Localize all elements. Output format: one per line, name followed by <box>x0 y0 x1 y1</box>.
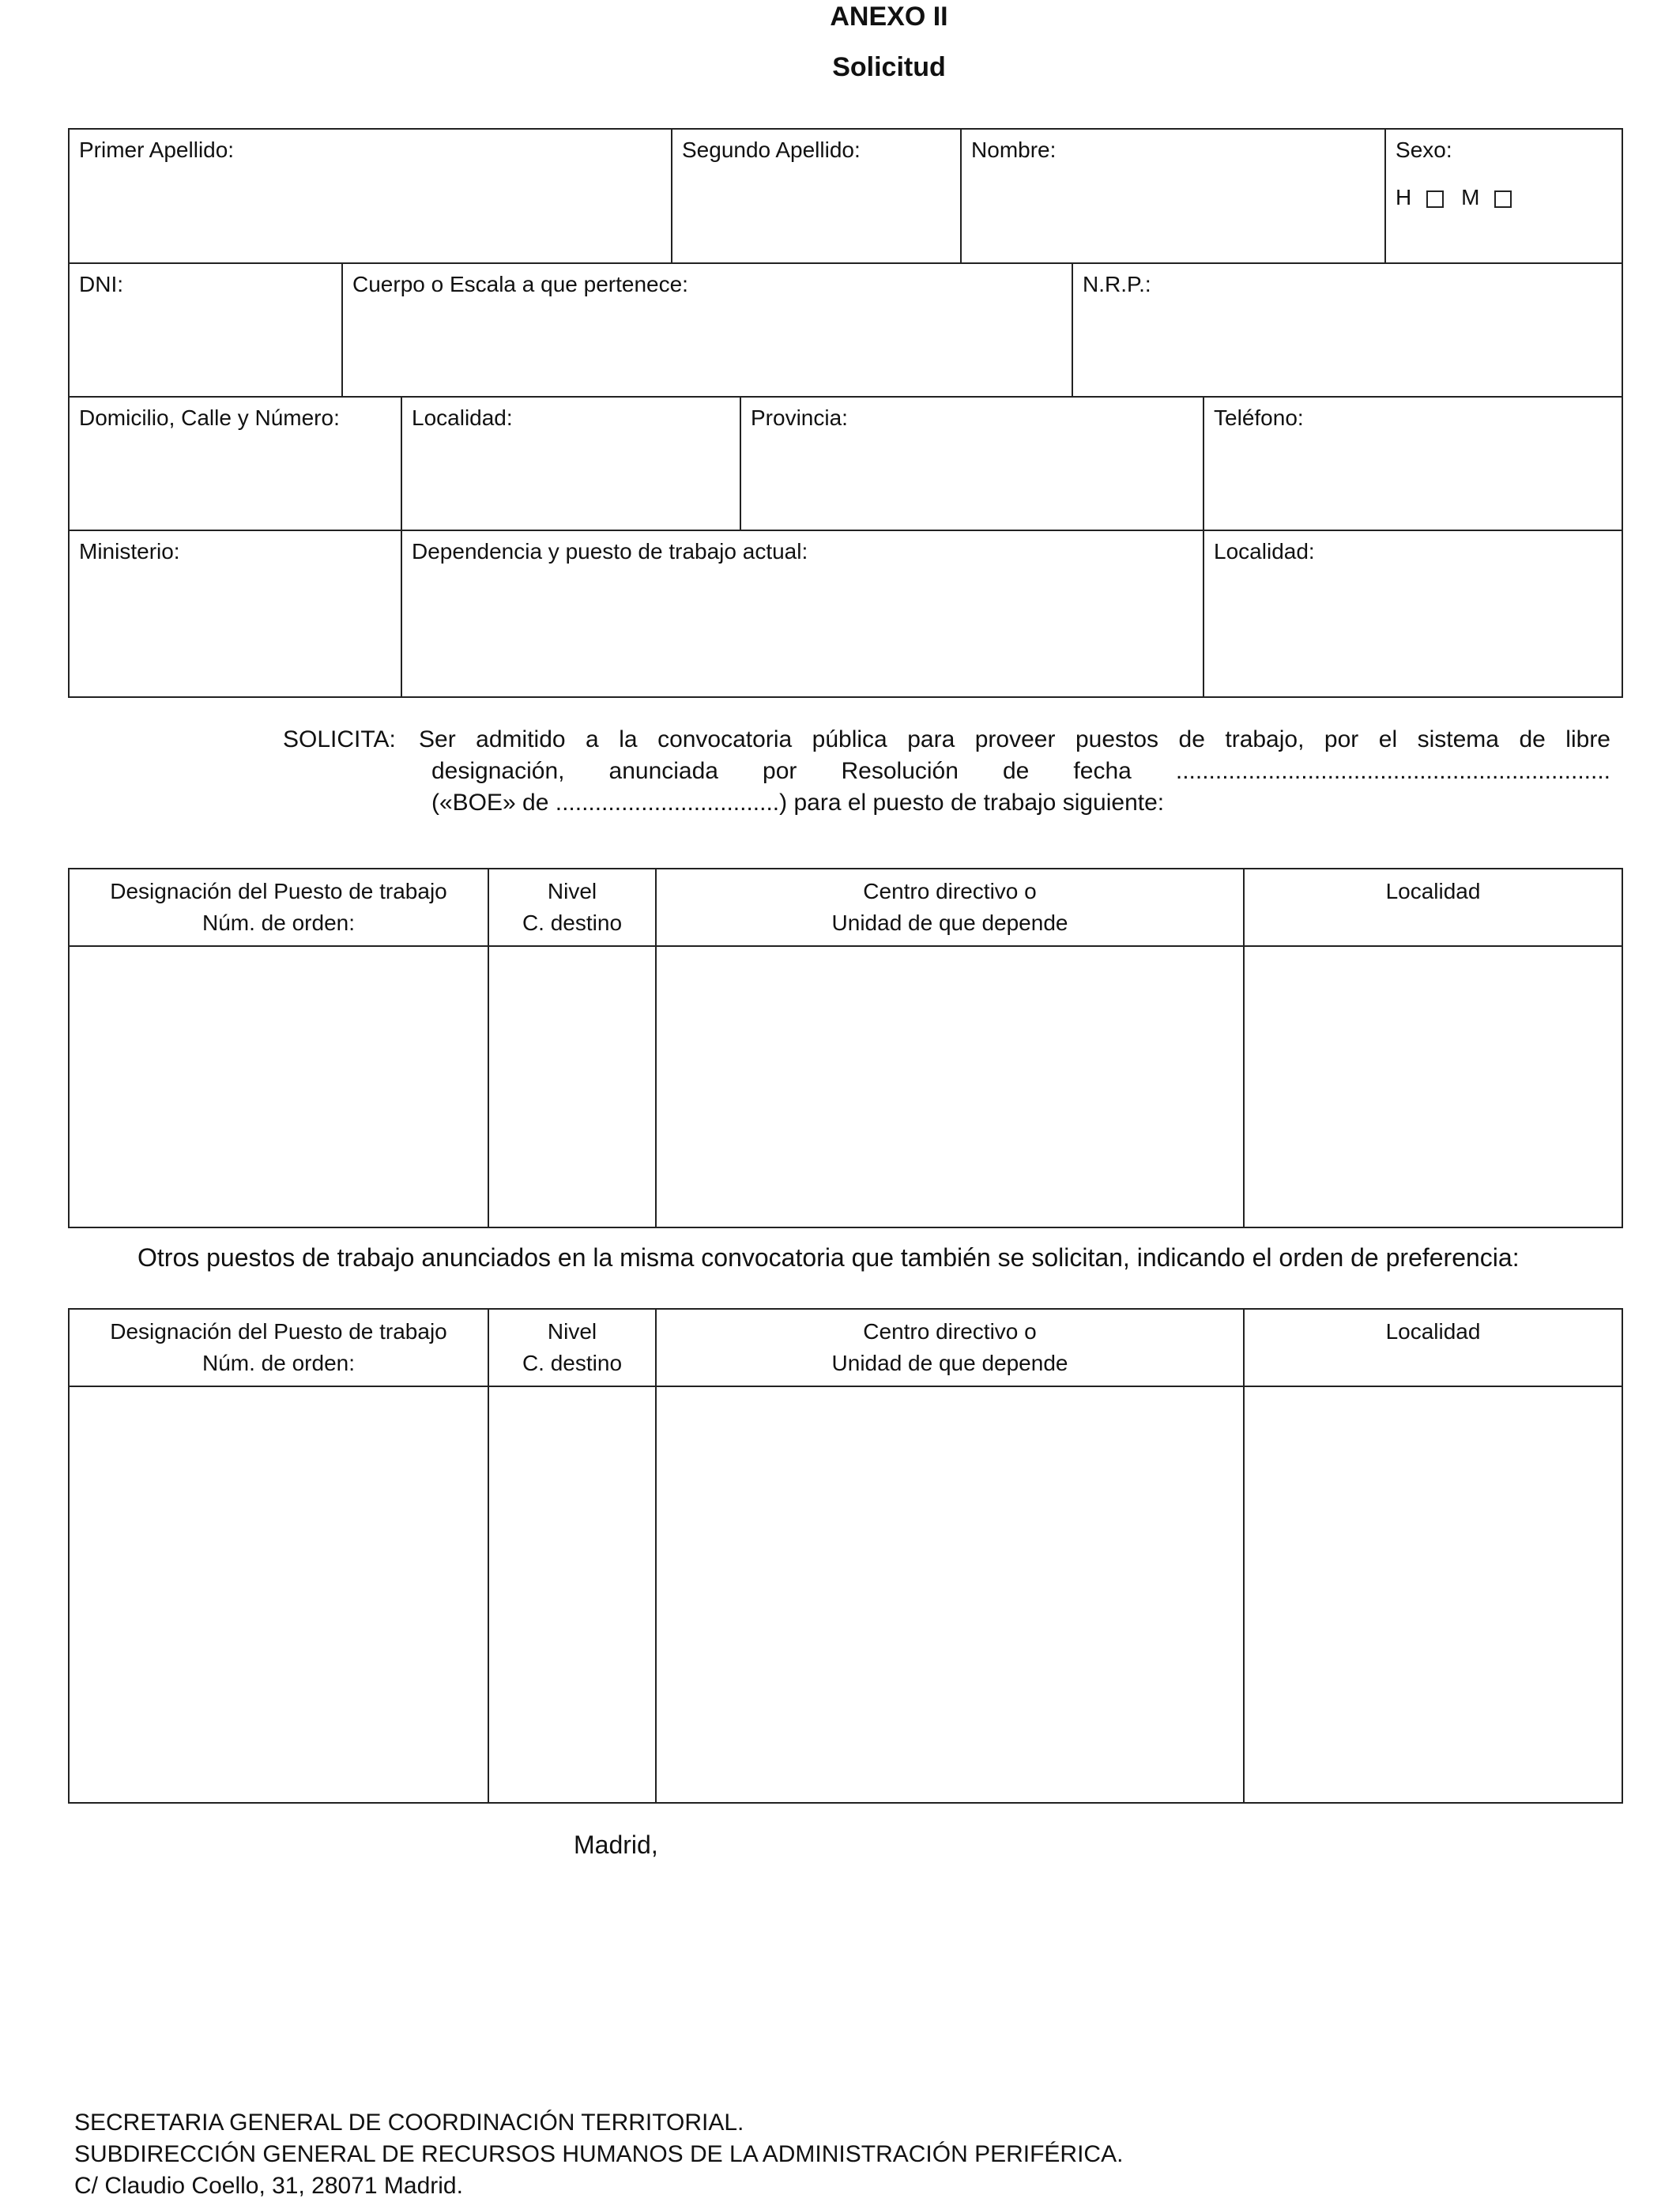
sexo-h-checkbox[interactable] <box>1426 190 1444 208</box>
dni-field[interactable] <box>69 263 342 397</box>
solicita-line-2: designación, anunciada por Resolución de fecha .................................................................. <box>431 758 1610 784</box>
annex-title: ANEXO II <box>830 2 948 32</box>
personal-data-table <box>68 128 1623 698</box>
nrp-label: N.R.P.: <box>1083 272 1151 296</box>
designacion-cell[interactable] <box>69 946 488 1227</box>
header-designacion <box>69 1309 488 1386</box>
centro-cell[interactable] <box>656 1386 1244 1803</box>
solicita-label: SOLICITA: <box>283 726 396 752</box>
header-designacion <box>69 869 488 946</box>
sexo-field <box>1385 129 1622 263</box>
telefono-field[interactable] <box>1203 397 1622 530</box>
header-localidad-l1: Localidad <box>1385 879 1481 903</box>
segundo-apellido-label: Segundo Apellido: <box>682 138 861 162</box>
nombre-label: Nombre: <box>971 138 1057 162</box>
footer-address <box>74 2107 1123 2202</box>
header-nivel <box>488 1309 656 1386</box>
domicilio-field[interactable] <box>69 397 401 530</box>
header-nivel-l2: C. destino <box>522 911 623 935</box>
header-nivel-l1: Nivel <box>547 879 597 903</box>
header-designacion-l2: Núm. de orden: <box>202 1351 355 1375</box>
header-nivel-l1: Nivel <box>547 1319 597 1344</box>
header-centro-l2: Unidad de que depende <box>831 911 1068 935</box>
nivel-cell[interactable] <box>488 1386 656 1803</box>
solicita-line-3: («BOE» de ..................................) para el puesto de trabajo siguiente: <box>431 790 1165 816</box>
ministerio-field[interactable] <box>69 530 401 697</box>
header-localidad-l1: Localidad <box>1385 1319 1481 1344</box>
nivel-cell[interactable] <box>488 946 656 1227</box>
footer-line-1: SECRETARIA GENERAL DE COORDINACIÓN TERRITORIAL. <box>74 2110 744 2136</box>
sexo-label: Sexo: <box>1396 138 1452 162</box>
sexo-m-checkbox[interactable] <box>1494 190 1512 208</box>
footer-line-3: C/ Claudio Coello, 31, 28071 Madrid. <box>74 2173 463 2199</box>
localidad-cell[interactable] <box>1244 1386 1622 1803</box>
localidad-actual-field[interactable] <box>1203 530 1622 697</box>
otros-puestos-text: Otros puestos de trabajo anunciados en la misma convocatoria que también se solicitan, indicando el orden de preferencia: <box>137 1243 1520 1272</box>
form-subtitle: Solicitud <box>832 52 946 82</box>
segundo-apellido-field[interactable] <box>672 129 961 263</box>
nombre-field[interactable] <box>961 129 1385 263</box>
primer-apellido-field[interactable] <box>69 129 672 263</box>
header-centro <box>656 869 1244 946</box>
header-designacion-l1: Designación del Puesto de trabajo <box>110 879 447 903</box>
dependencia-label: Dependencia y puesto de trabajo actual: <box>412 539 808 564</box>
header-centro <box>656 1309 1244 1386</box>
localidad-field[interactable] <box>401 397 740 530</box>
primer-apellido-label: Primer Apellido: <box>79 138 235 162</box>
header-designacion-l2: Núm. de orden: <box>202 911 355 935</box>
header-localidad <box>1244 869 1622 946</box>
localidad-label: Localidad: <box>412 405 513 430</box>
provincia-field[interactable] <box>740 397 1203 530</box>
header-centro-l2: Unidad de que depende <box>831 1351 1068 1375</box>
localidad-actual-label: Localidad: <box>1214 539 1315 564</box>
footer-line-2: SUBDIRECCIÓN GENERAL DE RECURSOS HUMANOS DE LA ADMINISTRACIÓN PERIFÉRICA. <box>74 2141 1124 2167</box>
place-madrid: Madrid, <box>574 1831 658 1859</box>
header-nivel <box>488 869 656 946</box>
header-nivel-l2: C. destino <box>522 1351 623 1375</box>
sexo-m-label: M <box>1461 185 1480 209</box>
header-centro-l1: Centro directivo o <box>863 1319 1037 1344</box>
header-designacion-l1: Designación del Puesto de trabajo <box>110 1319 447 1344</box>
telefono-label: Teléfono: <box>1214 405 1304 430</box>
designacion-cell[interactable] <box>69 1386 488 1803</box>
solicita-line-1: Ser admitido a la convocatoria pública para proveer puestos de trabajo, por el sistema de libre <box>419 726 1610 752</box>
centro-cell[interactable] <box>656 946 1244 1227</box>
domicilio-label: Domicilio, Calle y Número: <box>79 405 340 430</box>
otros-puestos-table <box>68 1308 1623 1804</box>
cuerpo-field[interactable] <box>342 263 1072 397</box>
header-localidad <box>1244 1309 1622 1386</box>
dependencia-field[interactable] <box>401 530 1203 697</box>
dni-label: DNI: <box>79 272 123 296</box>
localidad-cell[interactable] <box>1244 946 1622 1227</box>
header-centro-l1: Centro directivo o <box>863 879 1037 903</box>
nrp-field[interactable] <box>1072 263 1622 397</box>
puesto-table <box>68 868 1623 1228</box>
sexo-h-label: H <box>1396 185 1412 209</box>
cuerpo-label: Cuerpo o Escala a que pertenece: <box>352 272 688 296</box>
ministerio-label: Ministerio: <box>79 539 180 564</box>
provincia-label: Provincia: <box>751 405 848 430</box>
